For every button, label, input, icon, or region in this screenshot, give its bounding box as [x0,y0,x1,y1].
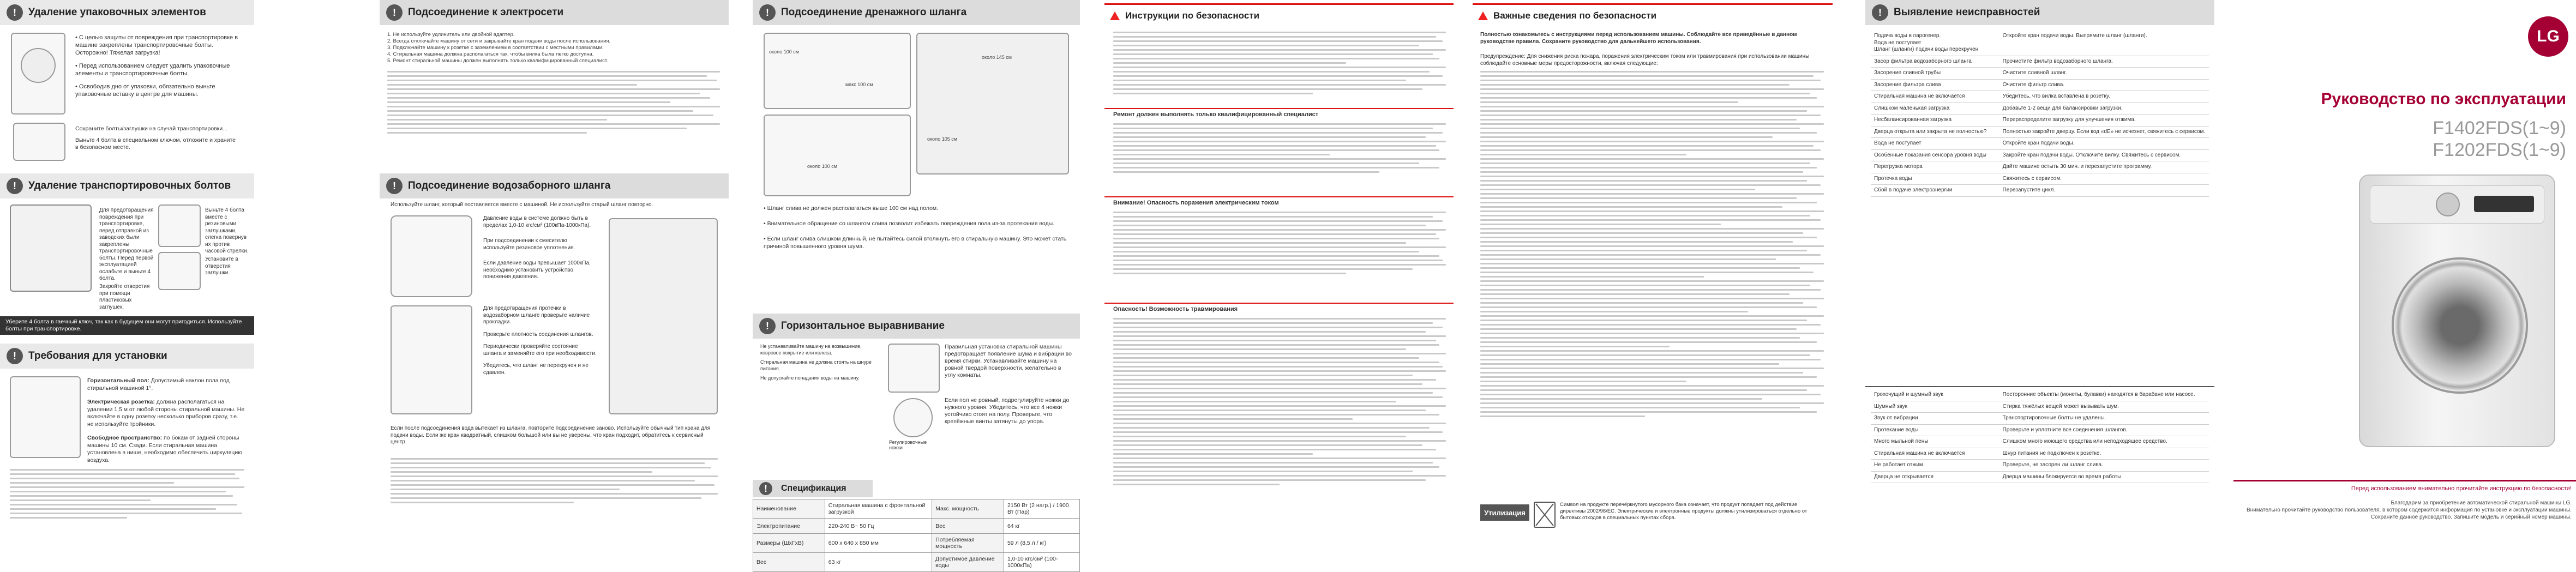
trouble-remedy: Добавьте 1-2 вещи для балансировки загрузки. [1999,103,2209,115]
spec-value: 2150 Вт (2 нагр.) / 1900 Вт (Пар) [1004,499,1079,519]
bolts-step: Установите в отверстия заглушки. [205,256,238,276]
hose-note: При подсоединении к смесителю используйте резиновое уплотнение. [483,238,575,251]
spec-key: Допустимое давление воды [932,553,1004,572]
drain-tub-illustration [764,115,911,196]
warning-title: Инструкции по безопасности [1125,10,1260,21]
section-header [1865,0,2214,25]
panel-unpacking [0,0,254,552]
level-hint: Стиральная машина не должна стоять на шнуре питания. [760,359,872,371]
list-item: 1. Не используйте удлинитель или двойной адаптер. [387,32,515,38]
cover-line: Внимательно прочитайте руководство пользователя, в котором содержится информация по установке и эксплуатации машины. [2246,507,2572,513]
trouble-symptom: Засорение фильтра слива [1871,79,1999,91]
washer-photo [2359,174,2555,447]
level-illustration [888,344,940,393]
trouble-remedy: Откройте кран подачи воды. [1999,138,2209,150]
bolts-step: Выньте 4 болта вместе с резиновыми заглушками, слегка повернув их против часовой стрелки. [205,207,249,254]
trouble-symptom: Сбой в подаче электроэнергии [1871,185,1999,197]
spec-key: Потребляемая мощность [932,534,1004,553]
trouble-symptom: Подача воды в парогенер. Вода не поступает Шланг (шланги) подачи воды перекручен [1871,31,1999,56]
cover-line: Благодарим за приобретение автоматической стиральной машины LG. [2391,500,2572,506]
step-badge: ! [7,348,23,364]
section-header [380,0,729,25]
red-rule [1104,196,1454,197]
electric-list [387,32,720,64]
trouble-row [1871,424,2209,436]
drain-note: • Внимательное обращение со шлангом слива позволит избежать повреждения пола из-за протекания воды. [764,220,1055,227]
trouble-symptom: Стиральная машина не включается [1871,448,1999,460]
section-title: Удаление упаковочных элементов [28,7,206,18]
trouble-row [1871,401,2209,413]
section-title: Подсоединение к электросети [408,7,564,18]
spec-value: 59 л (8,5 л / кг) [1004,534,1079,553]
panel-cover [2233,0,2576,552]
warning-icon [1110,11,1120,20]
program-knob [2436,192,2460,216]
spec-table [753,499,1080,572]
dimension-label: около 100 см [769,49,799,55]
drain-sink-illustration [916,33,1069,174]
cover-title: Руководство по эксплуатации [2321,90,2566,108]
spec-key: Макс. мощность [932,499,1004,519]
trouble-symptom: Перегрузка мотора [1871,161,1999,173]
spec-value: 220-240 В~ 50 Гц [825,519,932,534]
washer-back-illustration [10,204,92,292]
tap-illustration [391,215,472,297]
section-header [0,344,254,369]
spec-key: Электропитание [753,519,825,534]
trouble-remedy: Полностью закройте дверцу. Если код «dE» не исчезнет, свяжитесь с сервисом. [1999,126,2209,138]
dimension-label: макс 100 см [845,82,873,87]
divider [1865,386,2214,387]
trouble-row [1871,103,2209,115]
trouble-symptom: Засор фильтра водозаборного шланга [1871,56,1999,68]
section-title: Удаление транспортировочных болтов [28,180,231,191]
trouble-symptom: Вода не поступает [1871,138,1999,150]
step-badge: ! [7,4,23,21]
dimension-label: около 145 см [982,55,1012,60]
hose-note: Периодически проверяйте состояние шланга и заменяйте его при необходимости. [483,344,597,357]
section-header [753,480,873,497]
trouble-remedy: Транспортировочные болты не удалены. [1999,413,2209,425]
fine-text [1480,71,1824,417]
trouble-remedy: Проверьте и уплотните все соединения шлангов. [1999,424,2209,436]
spec-row [753,519,1080,534]
req-value: по бокам от задней стороны машины 10 см. Сзади. Если стиральная машина установлена в нише, необходимо обеспечить циркуляцию воздуха. [87,435,243,463]
trouble-row [1871,448,2209,460]
trouble-symptom: Несбалансированная загрузка [1871,115,1999,127]
cover-footer-warning: Перед использованием внимательно прочитайте инструкцию по безопасности! [2351,485,2572,492]
fine-text [1113,32,1446,94]
red-rule [1104,303,1454,304]
spec-value: 1,0-10 кгс/см² (100-1000кПа) [1004,553,1079,572]
step-badge: ! [1872,4,1888,21]
level-hints [760,344,883,382]
trouble-symptom: Протечка воды [1871,173,1999,185]
model-1: F1402FDS(1~9) [2433,118,2566,139]
fitting-illustration [391,305,472,414]
list-item: 2. Всегда отключайте машину от сети и закрывайте кран подачи воды после использования. [387,38,611,44]
trouble-remedy: Перезапустите цикл. [1999,185,2209,197]
trouble-row [1871,460,2209,472]
red-rule [1473,3,1833,5]
fine-text [10,469,244,519]
trouble-symptom: Дверца открыта или закрыта не полностью? [1871,126,1999,138]
util-text: Символ на продукте перечёркнутого мусорного бака означает, что продукт попадает под действие директивы 2002/96/EC. Электрические и электронные продукты должны утилизироваться отдельно от бытовых отходов в специальных пунктах сбора. [1560,502,1808,521]
cover-footer [2239,499,2572,521]
section-header [0,0,254,25]
foot-label: Регулировочные ножки [889,439,927,450]
trouble-remedy: Посторонние объекты (монеты, булавки) находятся в барабане или насосе. [1999,389,2209,401]
panel-troubleshooting [1865,0,2214,552]
trouble-remedy: Очистите сливной шланг. [1999,68,2209,80]
hose-intro: Используйте шланг, который поставляется вместе с машиной. Не используйте старый шланг повторно. [391,202,653,208]
warning-subtitle: Опасность! Возможность травмирования [1113,306,1238,312]
spec-value: Стиральная машина с фронтальной загрузкой [825,499,932,519]
warning-header [1104,8,1454,24]
spec-key: Наименование [753,499,825,519]
warning-icon [1478,11,1488,20]
spec-value: 600 х 640 х 850 мм [825,534,932,553]
hose-note: Убедитесь, что шланг не перекручен и не сдавлен. [483,363,589,376]
trouble-row [1871,389,2209,401]
bolts-text: Для предотвращения повреждения при транспортировке, перед отправкой из заводских были закреплены транспортировочные болты. Перед первой эксплуатацией ослабьте и выньте 4 болта. [99,207,154,281]
hose-note: Если давление воды превышает 1000кПа, необходимо установить устройство понижения давления. [483,260,591,280]
trouble-remedy: Проверьте, не засорен ли шланг слива. [1999,460,2209,472]
panel-electric [380,0,729,552]
fine-text [1113,212,1446,274]
section-title: Выявление неисправностей [1894,7,2040,18]
cover-rule [2233,480,2576,481]
level-text: Если пол не ровный, подрегулируйте ножки до нужного уровня. Убедитесь, что все 4 ножки устойчиво стоят на полу. Проверьте, что крепёжные винты затянуты до упора. [945,397,1070,425]
trouble-table-1 [1871,31,2209,197]
level-hint: Не устанавливайте машину на возвышение, ковровое покрытие или колеса. [760,344,862,356]
dimension-label: около 100 см [807,164,837,169]
drain-note: • Если шланг слива слишком длинный, не пытайтесь силой втолкнуть его в стиральную машину. Это может стать причиной повышенного уровня шума. [764,236,1067,250]
req-key: Электрическая розетка: [87,399,155,405]
display [2474,196,2534,212]
requirements [87,377,245,464]
fine-text [1113,318,1446,485]
trouble-remedy: Откройте кран подачи воды. Выпрямите шланг (шланги). [1999,31,2209,56]
trouble-remedy: Шнур питания не подключен к розетке. [1999,448,2209,460]
section-header [380,173,729,198]
paragraph: • Освободив дно от упаковки, обязательно выньте упаковочные вставку в центре для машины. [75,83,215,98]
trouble-row [1871,149,2209,161]
panel-drain [753,0,1080,569]
req-key: Горизонтальный пол: [87,377,149,384]
trouble-remedy: Прочистите фильтр водозаборного шланга. [1999,56,2209,68]
step-badge: ! [759,318,776,334]
trouble-row [1871,79,2209,91]
trouble-symptom: Шумный звук [1871,401,1999,413]
section-header [753,314,1080,339]
trouble-remedy: Слишком много моющего средства или неподходящее средство. [1999,436,2209,448]
section-header [753,0,1080,25]
trouble-symptom: Стиральная машина не включается [1871,91,1999,103]
hose-steps [483,305,598,376]
bolts-step: Закройте отверстия при помощи пластиковых заглушек. [99,284,150,310]
door-illustration [21,48,56,83]
section-header [0,173,254,198]
trouble-row [1871,436,2209,448]
safety-header [1473,8,1833,24]
list-item: 5. Ремонт стиральной машины должен выполнять только квалифицированный специалист. [387,58,608,64]
paragraph: • Перед использованием следует удалить упаковочные элементы и транспортировочные болты. [75,63,230,77]
trouble-remedy: Убедитесь, что вилка вставлена в розетку. [1999,91,2209,103]
level-hint: Не допускайте попадания воды на машину. [760,375,860,381]
trouble-remedy: Стирка тяжёлых вещей может вызывать шум. [1999,401,2209,413]
spec-table-wrap [753,499,1080,572]
section-title: Подсоединение водозаборного шланга [408,180,611,191]
trouble-row [1871,126,2209,138]
section-title: Горизонтальное выравнивание [781,320,945,332]
panel-warnings [1104,0,1454,552]
req-value: Допустимый наклон пола под стиральной машиной 1°. [87,377,230,392]
hose-notes [483,215,598,281]
panel-safety [1473,0,1833,552]
foot-illustration [893,398,933,437]
trouble-table-2 [1871,389,2209,483]
fine-text [391,458,718,503]
trouble-row [1871,138,2209,150]
trouble-row [1871,115,2209,127]
trouble-remedy: Дверца машины блокируется во время работы. [1999,471,2209,483]
paragraph: Сохраните болты/заглушки на случай транспортировки... [75,125,227,132]
hose-footer: Если после подсоединения вода вытекает из шланга, повторите подсоединение заново. Используйте обычный тип крана для подачи воды. Если же кран квадратный, слишком большой или вы не уверены, что кран подходит, обратитесь к сервисный центр. [391,425,711,445]
hose-note: Проверьте плотность соединения шлангов. [483,331,593,338]
drain-wall-illustration [764,33,911,109]
section-title: Требования для установки [28,350,167,362]
spec-key: Размеры (ШхГхВ) [753,534,825,553]
cover-line: Сохраните данное руководство. Запишите модель и серийный номер машины. [2370,514,2572,520]
trouble-symptom: Засорение сливной трубы [1871,68,1999,80]
red-rule [1104,108,1454,109]
bolts-note-bar: Уберите 4 болта в гаечный ключ, так как в будущем они могут пригодиться. Используйте болты при транспортировке. [0,316,254,335]
unpack-note [75,125,239,151]
paragraph: Выньте 4 болта в специальном ключом, отложите и храните в безопасном месте. [75,137,236,150]
step-badge: ! [386,178,403,194]
cap-illustration [158,252,201,290]
step-badge: ! [759,482,772,495]
door [2392,257,2528,394]
trouble-remedy: Свяжитесь с сервисом. [1999,173,2209,185]
drain-notes [764,204,1069,250]
drain-note: • Шланг слива не должен располагаться выше 100 см над полом. [764,205,939,212]
hose-connection-illustration [609,218,718,414]
bin-icon [1534,502,1556,528]
trouble-row [1871,413,2209,425]
spec-row [753,499,1080,519]
red-rule [1104,3,1454,5]
trouble-symptom: Особенные показания сенсора уровня воды [1871,149,1999,161]
trouble-row [1871,185,2209,197]
req-value: должна располагаться на удалении 1,5 м от любой стороны стиральной машины. Не включайте в одну розетку несколько приборов сразу, т.е. не используйте тройники. [87,399,245,428]
section-title: Важные сведения по безопасности [1493,10,1657,21]
paragraph: • С целью защиты от повреждения при транспортировке в машине закреплены транспортировочные болты. Осторожно! Тяжелая загрузка! [75,34,238,56]
step-badge: ! [7,178,23,194]
step-badge: ! [386,4,403,21]
spec-row [753,553,1080,572]
spec-row [753,534,1080,553]
trouble-row [1871,91,2209,103]
step-badge: ! [759,4,776,21]
unpack-text [75,34,239,98]
trouble-symptom: Много мыльной пены [1871,436,1999,448]
trouble-remedy: Дайте машине остыть 30 мин. и перезапустите программу. [1999,161,2209,173]
fine-text [1113,123,1446,173]
util-title: Утилизация [1480,504,1529,521]
trouble-row [1871,161,2209,173]
section-title: Спецификация [781,484,846,493]
list-item: 3. Подключайте машину к розетке с заземлением в соответствии с местными правилами. [387,45,604,51]
placement-illustration [10,376,81,458]
trouble-symptom: Звук от вибрации [1871,413,1999,425]
trouble-row [1871,471,2209,483]
trouble-symptom: Протекание воды [1871,424,1999,436]
trouble-row [1871,56,2209,68]
req-key: Свободное пространство: [87,435,163,441]
trouble-remedy: Очистите фильтр слива. [1999,79,2209,91]
safety-warning: Предупреждение: Для снижения риска пожара, поражения электрическим током или травмирования при использовании машины соблюдайте основные меры предосторожности, включая следующие: [1480,53,1810,67]
spec-value: 63 кг [825,553,932,572]
spec-value: 64 кг [1004,519,1079,534]
model-2: F1202FDS(1~9) [2433,140,2566,160]
control-panel [2370,185,2544,224]
base-illustration [13,123,65,161]
spec-key: Вес [932,519,1004,534]
trouble-symptom: Слишком маленькая загрузка [1871,103,1999,115]
warning-subtitle: Ремонт должен выполнять только квалифицированный специалист [1113,111,1319,118]
hose-note: Для предотвращения протечки в водозаборном шланге проверьте наличие прокладки. [483,305,590,325]
dimension-label: около 105 см [927,136,957,142]
trouble-row [1871,173,2209,185]
trouble-symptom: Дверца не открывается [1871,471,1999,483]
trouble-symptom: Не работает отжим [1871,460,1999,472]
trouble-remedy: Закройте кран подачи воды. Отключите вилку. Свяжитесь с сервисом. [1999,149,2209,161]
fine-text [387,71,720,134]
spec-key: Вес [753,553,825,572]
level-text: Правильная установка стиральной машины предотвращает появление шума и вибрации во время стирки. Устанавливайте машину на ровной твердой поверхности, желательно в углу комнаты. [945,344,1072,378]
trouble-remedy: Перераспределите загрузку для улучшения отжима. [1999,115,2209,127]
trouble-symptom: Грохочущий и шумный звук [1871,389,1999,401]
section-title: Подсоединение дренажного шланга [781,7,967,18]
trouble-row [1871,31,2209,56]
hose-note: Давление воды в системе должно быть в пределах 1,0-10 кгс/см² (100кПа-1000кПа). [483,215,591,228]
safety-intro: Полностью ознакомьтесь с инструкциями перед использованием машины. Соблюдайте все приведённые в данном руководстве правила. Сохраните руководство для дальнейшего использования. [1480,32,1797,45]
list-item: 4. Стиральная машина должна располагаться так, чтобы вилка была легко доступна. [387,51,594,57]
trouble-row [1871,68,2209,80]
lg-logo: LG [2528,16,2568,57]
warning-subtitle: Внимание! Опасность поражения электрическим током [1113,200,1279,206]
spanner-illustration [158,204,201,247]
